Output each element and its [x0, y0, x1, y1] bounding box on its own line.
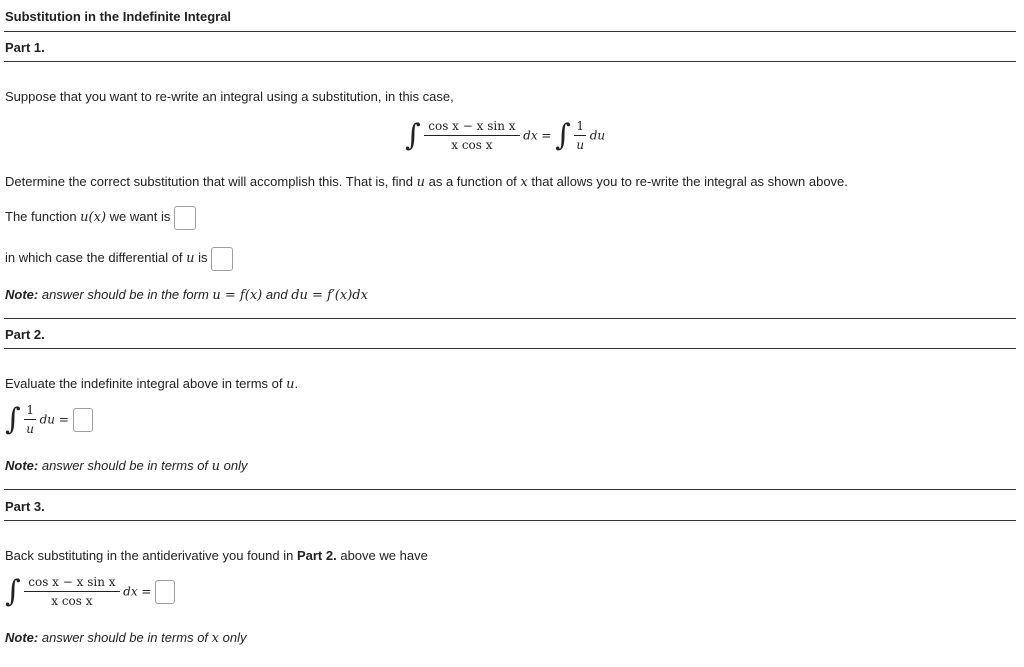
question-text: is: [198, 250, 208, 265]
fraction-numerator: 1: [24, 403, 36, 420]
math-expression: u(x): [80, 210, 107, 225]
fraction-denominator: u: [576, 138, 585, 152]
part2-intro: [5, 376, 298, 392]
fraction-denominator: x cos x: [51, 594, 93, 608]
math-variable: x: [211, 631, 220, 646]
note-label: Note:: [5, 287, 39, 302]
question-text: The function: [5, 209, 77, 224]
part1-intro: Suppose that you want to re-write an integral using a substitution, in this case,: [5, 89, 454, 104]
divider: [4, 348, 1016, 349]
intro-bold: Part 2.: [296, 548, 337, 563]
fraction-denominator: u: [26, 422, 34, 436]
part3-intro: [5, 548, 428, 563]
part1-note: [5, 287, 368, 303]
intro-text: Evaluate the indefinite integral above in terms of: [5, 376, 283, 391]
part2-equation: [5, 402, 93, 437]
page-title: Substitution in the Indefinite Integral: [5, 9, 232, 24]
equation-dx: dx =: [123, 584, 152, 599]
part1-equation: [405, 118, 605, 153]
part3-equation: [5, 574, 175, 609]
divider: [4, 318, 1016, 319]
equation-fraction: [24, 575, 119, 608]
integral-sign: ∫: [5, 574, 21, 609]
intro-text: Back substituting in the antiderivative you found in: [5, 548, 294, 563]
note-label: Note:: [5, 630, 39, 645]
integral-sign: ∫: [405, 118, 421, 153]
differential-answer-input[interactable]: [211, 247, 233, 271]
equation-du: du =: [39, 412, 69, 427]
divider: [4, 489, 1016, 490]
antiderivative-u-input[interactable]: [73, 408, 93, 432]
integral-sign: ∫: [555, 118, 571, 153]
math-variable: x: [520, 175, 528, 190]
note-text: answer should be in terms of: [41, 630, 209, 645]
math-variable: u: [416, 175, 425, 190]
divider: [4, 31, 1016, 32]
fraction-numerator: cos x − x sin x: [24, 575, 119, 592]
equation-fraction: [24, 403, 36, 436]
differential-question: [5, 246, 233, 271]
math-variable: u: [286, 377, 295, 392]
equation-fraction: [424, 119, 519, 152]
note-text: only: [222, 630, 247, 645]
math-expression: du = f′(x)dx: [291, 288, 368, 303]
equation-du: du: [589, 128, 606, 143]
part3-heading: Part 3.: [5, 499, 45, 514]
intro-text: .: [294, 376, 299, 391]
note-label: Note:: [5, 458, 39, 473]
instructions-text: that allows you to re-write the integral as shown above.: [531, 174, 848, 189]
fraction-numerator: cos x − x sin x: [424, 119, 519, 136]
math-variable: u: [211, 459, 221, 474]
note-text: only: [223, 458, 248, 473]
part1-heading: Part 1.: [5, 40, 45, 55]
part2-note: [5, 458, 248, 474]
part2-heading: Part 2.: [5, 327, 45, 342]
divider: [4, 61, 1016, 62]
instructions-text: as a function of: [428, 174, 517, 189]
part1-instructions: [5, 174, 848, 190]
question-text: in which case the differential of: [5, 250, 183, 265]
antiderivative-x-input[interactable]: [155, 580, 175, 604]
part3-note: [5, 630, 247, 646]
integral-sign: ∫: [5, 402, 21, 437]
function-answer-input[interactable]: [174, 206, 196, 230]
instructions-text: Determine the correct substitution that will accomplish this. That is, find: [5, 174, 413, 189]
note-text: answer should be in the form: [41, 287, 209, 302]
fraction-denominator: x cos x: [451, 138, 493, 152]
equation-rhs-fraction: [574, 119, 586, 152]
function-question: [5, 205, 196, 230]
fraction-numerator: 1: [574, 119, 586, 136]
question-text: we want is: [109, 209, 171, 224]
note-text: answer should be in terms of: [41, 458, 209, 473]
divider: [4, 520, 1016, 521]
math-variable: u: [186, 251, 195, 266]
intro-text: above we have: [340, 548, 428, 563]
math-expression: u = f(x): [212, 288, 263, 303]
equation-dx: dx =: [523, 128, 552, 143]
note-text: and: [265, 287, 288, 302]
